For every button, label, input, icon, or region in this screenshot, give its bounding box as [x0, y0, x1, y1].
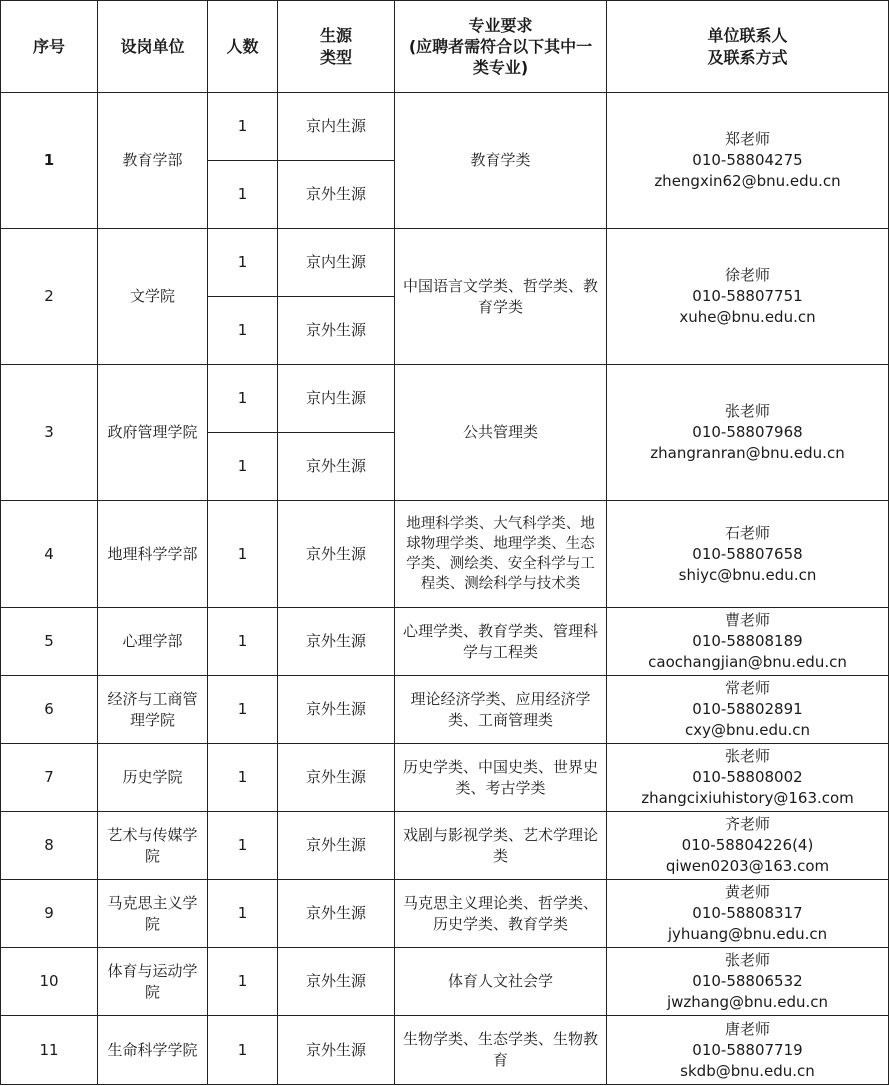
contact-email[interactable]: shiyc@bnu.edu.cn: [678, 565, 817, 584]
row-unit: 文学院: [98, 229, 208, 365]
contact-name: 郑老师: [724, 130, 770, 148]
row-no: 1: [1, 93, 98, 229]
table-row: [1, 812, 889, 880]
row-source: 京内生源: [278, 365, 395, 433]
row-major: 理论经济学类、应用经济学类、工商管理类: [395, 676, 607, 744]
contact-name: 齐老师: [724, 815, 770, 833]
row-count: 1: [208, 365, 278, 433]
row-major: 地理科学类、大气科学类、地球物理学类、地理学类、生态学类、测绘类、安全科学与工程类、测绘科学与技术类: [395, 501, 607, 608]
row-unit: 政府管理学院: [98, 365, 208, 501]
row-contact: [607, 501, 889, 608]
row-unit: 教育学部: [98, 93, 208, 229]
contact-email[interactable]: cxy@bnu.edu.cn: [684, 721, 811, 739]
row-contact: [607, 880, 889, 948]
header-contact-line-2: 及联系方式: [707, 47, 788, 67]
row-count: 1: [208, 880, 278, 948]
row-source: 京外生源: [278, 433, 395, 501]
contact-name: 张老师: [724, 747, 770, 765]
contact-phone: 010-58804226(4): [681, 836, 814, 854]
row-major: 中国语言文学类、哲学类、教育学类: [395, 229, 607, 365]
table-row: [1, 676, 889, 744]
row-no: 6: [1, 676, 98, 744]
header-contact: [607, 1, 889, 93]
row-unit: 艺术与传媒学院: [98, 812, 208, 880]
row-source: 京外生源: [278, 744, 395, 812]
contact-phone: 010-58807719: [692, 1040, 803, 1059]
row-major: 生物学类、生态学类、生物教育: [395, 1016, 607, 1085]
contact-email[interactable]: skdb@bnu.edu.cn: [680, 1061, 815, 1080]
contact-phone: 010-58808317: [692, 904, 803, 922]
table-row: [1, 880, 889, 948]
row-count: 1: [208, 812, 278, 880]
row-no: 4: [1, 501, 98, 608]
table-row: [1, 501, 889, 608]
header-unit: 设岗单位: [98, 1, 208, 93]
row-count: 1: [208, 744, 278, 812]
row-no: 10: [1, 948, 98, 1016]
row-contact: [607, 676, 889, 744]
table-row: [1, 1016, 889, 1085]
row-no: 8: [1, 812, 98, 880]
table-row: [1, 365, 889, 433]
header-major-line-1: 专业要求: [468, 16, 533, 35]
row-no: 7: [1, 744, 98, 812]
table-row: [1, 744, 889, 812]
row-source: 京外生源: [278, 297, 395, 365]
contact-email[interactable]: zhangranran@bnu.edu.cn: [650, 444, 845, 462]
row-no: 5: [1, 608, 98, 676]
row-major: 马克思主义理论类、哲学类、历史学类、教育学类: [395, 880, 607, 948]
contact-name: 曹老师: [724, 611, 770, 629]
row-unit: 历史学院: [98, 744, 208, 812]
row-source: 京外生源: [278, 1016, 395, 1085]
row-major: 教育学类: [395, 93, 607, 229]
contact-name: 唐老师: [724, 1019, 770, 1038]
row-count: 1: [208, 93, 278, 161]
header-major: [395, 1, 607, 93]
contact-email[interactable]: xuhe@bnu.edu.cn: [679, 308, 816, 326]
contact-phone: 010-58806532: [692, 972, 803, 990]
contact-email[interactable]: jyhuang@bnu.edu.cn: [667, 925, 828, 943]
row-major: 心理学类、教育学类、管理科学与工程类: [395, 608, 607, 676]
header-contact-line-1: 单位联系人: [707, 25, 788, 45]
row-count: 1: [208, 161, 278, 229]
contact-email[interactable]: jwzhang@bnu.edu.cn: [666, 993, 829, 1011]
row-source: 京外生源: [278, 676, 395, 744]
row-major: 公共管理类: [395, 365, 607, 501]
header-count: 人数: [208, 1, 278, 93]
contact-phone: 010-58804275: [692, 151, 803, 169]
contact-phone: 010-58807658: [692, 544, 803, 563]
contact-phone: 010-58808189: [692, 632, 803, 650]
contact-email[interactable]: caochangjian@bnu.edu.cn: [648, 653, 847, 671]
contact-phone: 010-58807751: [692, 287, 803, 305]
row-source: 京外生源: [278, 161, 395, 229]
row-source: 京内生源: [278, 93, 395, 161]
header-source-line-1: 生源: [319, 25, 352, 45]
contact-phone: 010-58802891: [692, 700, 803, 718]
row-count: 1: [208, 229, 278, 297]
row-source: 京外生源: [278, 880, 395, 948]
row-contact: [607, 608, 889, 676]
contact-phone: 010-58808002: [692, 768, 803, 786]
row-count: 1: [208, 1016, 278, 1085]
row-source: 京外生源: [278, 501, 395, 608]
row-count: 1: [208, 433, 278, 501]
header-row: [1, 1, 889, 93]
row-contact: [607, 812, 889, 880]
row-major: 历史学类、中国史类、世界史类、考古学类: [395, 744, 607, 812]
row-count: 1: [208, 948, 278, 1016]
header-major-line-2: (应聘者需符合以下其中一: [408, 37, 593, 56]
contact-name: 黄老师: [724, 883, 770, 901]
row-contact: [607, 93, 889, 229]
table-row: [1, 93, 889, 161]
contact-name: 张老师: [724, 951, 770, 969]
row-unit: 马克思主义学院: [98, 880, 208, 948]
row-contact: [607, 1016, 889, 1085]
row-no: 11: [1, 1016, 98, 1085]
row-count: 1: [208, 676, 278, 744]
table-row: [1, 608, 889, 676]
table-row: [1, 229, 889, 297]
row-source: 京外生源: [278, 608, 395, 676]
row-contact: [607, 744, 889, 812]
row-source: 京外生源: [278, 812, 395, 880]
contact-name: 常老师: [724, 679, 770, 697]
row-no: 3: [1, 365, 98, 501]
contact-email[interactable]: zhangcixiuhistory@163.com: [641, 789, 854, 807]
row-unit: 地理科学学部: [98, 501, 208, 608]
header-source: [278, 1, 395, 93]
row-unit: 经济与工商管理学院: [98, 676, 208, 744]
contact-name: 徐老师: [724, 266, 770, 284]
contact-email[interactable]: qiwen0203@163.com: [665, 857, 830, 875]
contact-phone: 010-58807968: [692, 423, 803, 441]
row-no: 2: [1, 229, 98, 365]
row-unit: 心理学部: [98, 608, 208, 676]
row-major: 体育人文社会学: [395, 948, 607, 1016]
row-source: 京外生源: [278, 948, 395, 1016]
table-row: [1, 948, 889, 1016]
row-no: 9: [1, 880, 98, 948]
row-source: 京内生源: [278, 229, 395, 297]
header-major-line-3: 类专业): [472, 58, 529, 77]
row-count: 1: [208, 297, 278, 365]
row-contact: [607, 948, 889, 1016]
contact-name: 张老师: [724, 402, 770, 420]
row-contact: [607, 229, 889, 365]
header-source-line-2: 类型: [319, 47, 352, 67]
row-unit: 生命科学学院: [98, 1016, 208, 1085]
row-count: 1: [208, 501, 278, 608]
row-count: 1: [208, 608, 278, 676]
contact-email[interactable]: zhengxin62@bnu.edu.cn: [654, 172, 841, 190]
row-unit: 体育与运动学院: [98, 948, 208, 1016]
contact-name: 石老师: [724, 523, 770, 542]
row-major: 戏剧与影视学类、艺术学理论类: [395, 812, 607, 880]
row-contact: [607, 365, 889, 501]
header-no: 序号: [1, 1, 98, 93]
